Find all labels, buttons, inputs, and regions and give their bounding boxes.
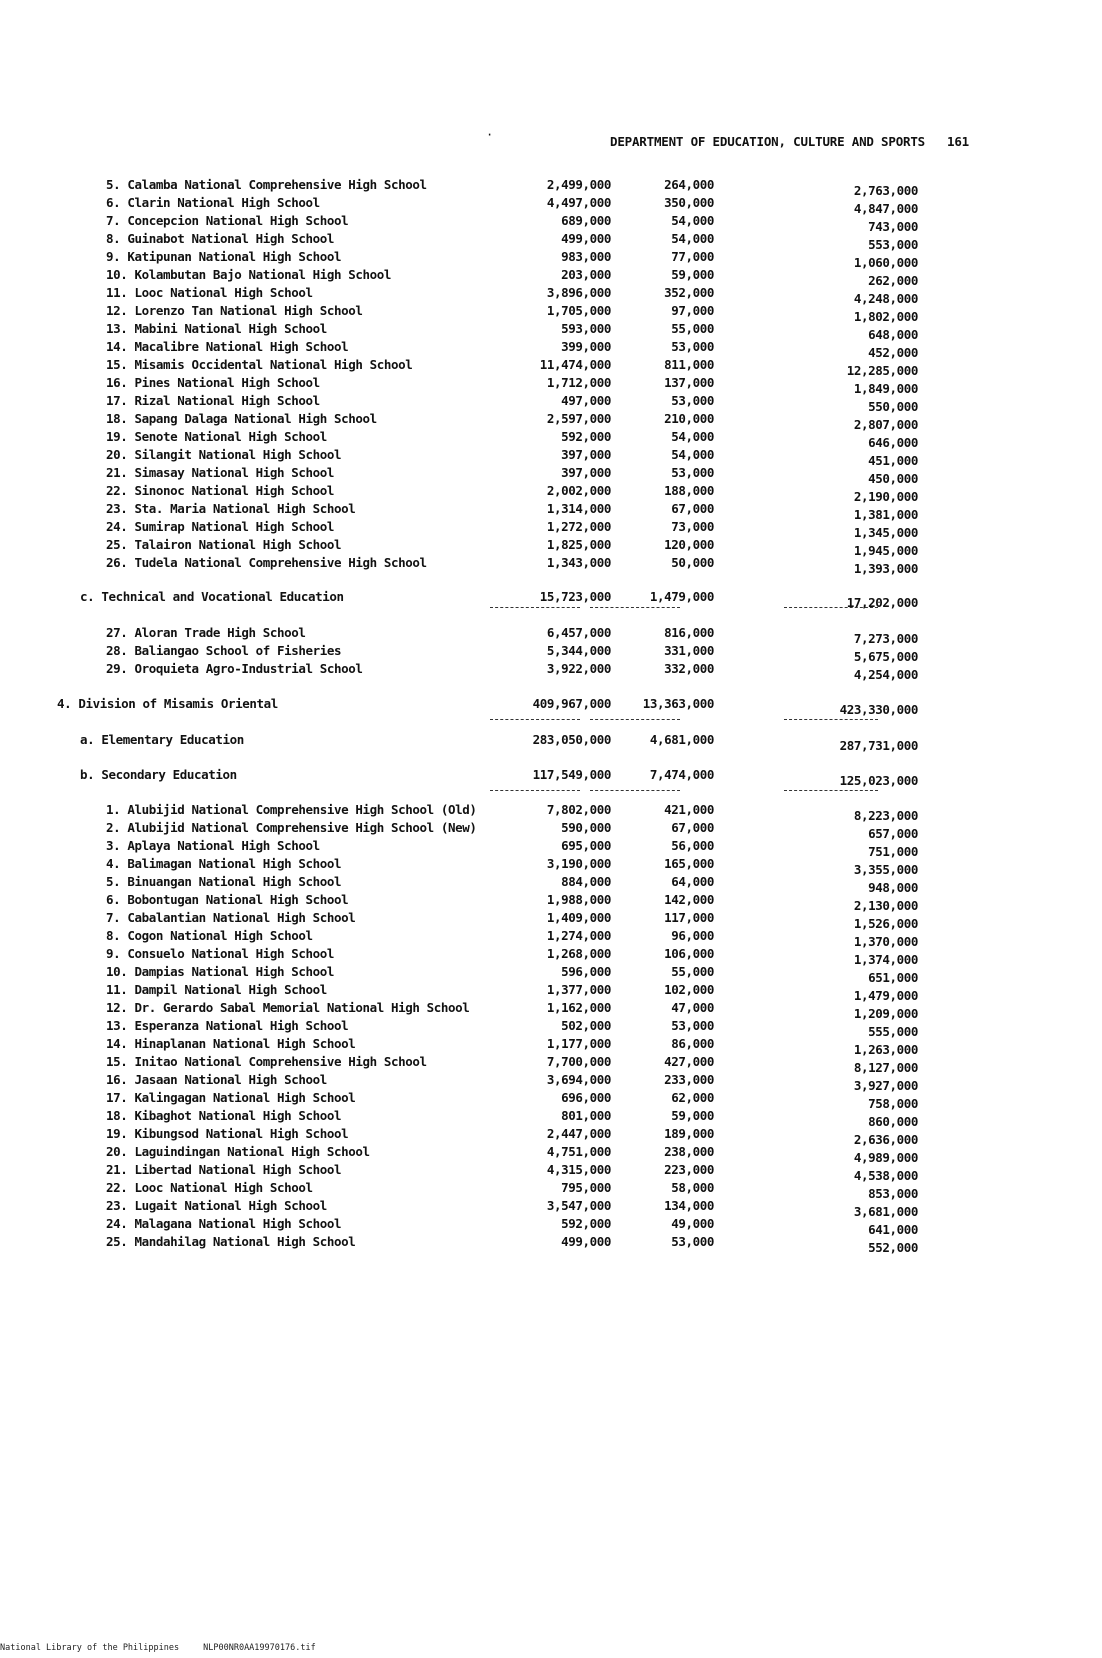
- amount-col-1: 7,802,000: [546, 802, 611, 817]
- row-label: 15. Misamis Occidental National High School: [106, 357, 413, 372]
- amount-col-1: 497,000: [561, 393, 611, 408]
- amount-col-2: 96,000: [671, 928, 714, 943]
- row-label: 20. Silangit National High School: [106, 447, 342, 462]
- amount-col-1: 2,499,000: [546, 177, 611, 192]
- amount-col-1: 596,000: [561, 964, 611, 979]
- amount-col-1: 1,712,000: [546, 375, 611, 390]
- amount-total: 3,927,000: [853, 1078, 918, 1093]
- amount-col-2: 210,000: [664, 411, 714, 426]
- row-label: 6. Bobontugan National High School: [106, 892, 349, 907]
- subtotal-rule: [490, 719, 580, 720]
- amount-total: 948,000: [868, 880, 918, 895]
- subtotal-rule: [784, 719, 878, 720]
- amount-total: 1,802,000: [853, 309, 918, 324]
- amount-total: 1,060,000: [853, 255, 918, 270]
- table-row: [0, 696, 1102, 717]
- amount-col-1: 1,409,000: [546, 910, 611, 925]
- row-label: c. Technical and Vocational Education: [80, 589, 344, 604]
- row-label: 15. Initao National Comprehensive High School: [106, 1054, 427, 1069]
- table-row: [0, 555, 1102, 576]
- row-label: 22. Sinonoc National High School: [106, 483, 335, 498]
- amount-col-1: 5,344,000: [546, 643, 611, 658]
- amount-col-2: 67,000: [671, 501, 714, 516]
- amount-total: 1,209,000: [853, 1006, 918, 1021]
- amount-col-1: 590,000: [561, 820, 611, 835]
- amount-col-1: 4,497,000: [546, 195, 611, 210]
- amount-total: 8,223,000: [853, 808, 918, 823]
- amount-col-2: 67,000: [671, 820, 714, 835]
- amount-col-2: 86,000: [671, 1036, 714, 1051]
- row-label: 5. Binuangan National High School: [106, 874, 342, 889]
- amount-total: 452,000: [868, 345, 918, 360]
- subtotal-rule: [590, 790, 680, 791]
- amount-total: 1,374,000: [853, 952, 918, 967]
- amount-total: 3,681,000: [853, 1204, 918, 1219]
- amount-col-2: 4,681,000: [649, 732, 714, 747]
- row-label: 5. Calamba National Comprehensive High School: [106, 177, 427, 192]
- amount-col-2: 53,000: [671, 1018, 714, 1033]
- subtotal-rule: [590, 719, 680, 720]
- amount-col-2: 120,000: [664, 537, 714, 552]
- table-row: [0, 874, 1102, 895]
- table-row: [0, 643, 1102, 664]
- amount-total: 860,000: [868, 1114, 918, 1129]
- row-label: 6. Clarin National High School: [106, 195, 320, 210]
- page-header: [610, 134, 969, 149]
- amount-col-2: 53,000: [671, 465, 714, 480]
- amount-col-1: 2,597,000: [546, 411, 611, 426]
- table-row: [0, 1144, 1102, 1165]
- amount-col-2: 816,000: [664, 625, 714, 640]
- table-row: [0, 946, 1102, 967]
- row-label: 9. Consuelo National High School: [106, 946, 335, 961]
- row-label: 14. Hinaplanan National High School: [106, 1036, 356, 1051]
- amount-col-2: 62,000: [671, 1090, 714, 1105]
- table-row: [0, 1018, 1102, 1039]
- amount-col-2: 264,000: [664, 177, 714, 192]
- amount-col-2: 137,000: [664, 375, 714, 390]
- table-row: [0, 231, 1102, 252]
- table-row: [0, 1126, 1102, 1147]
- amount-col-2: 54,000: [671, 429, 714, 444]
- row-label: 20. Laguindingan National High School: [106, 1144, 370, 1159]
- subtotal-rule: [490, 607, 580, 608]
- amount-col-1: 1,825,000: [546, 537, 611, 552]
- amount-col-2: 350,000: [664, 195, 714, 210]
- amount-total: 2,636,000: [853, 1132, 918, 1147]
- amount-col-2: 64,000: [671, 874, 714, 889]
- amount-col-2: 7,474,000: [649, 767, 714, 782]
- amount-col-1: 283,050,000: [532, 732, 611, 747]
- amount-col-1: 6,457,000: [546, 625, 611, 640]
- table-row: [0, 1216, 1102, 1237]
- amount-total: 1,393,000: [853, 561, 918, 576]
- table-row: [0, 483, 1102, 504]
- table-row: [0, 820, 1102, 841]
- amount-total: 451,000: [868, 453, 918, 468]
- table-row: [0, 519, 1102, 540]
- amount-col-1: 1,268,000: [546, 946, 611, 961]
- subtotal-rule: [784, 790, 878, 791]
- amount-col-1: 499,000: [561, 1234, 611, 1249]
- row-label: 13. Esperanza National High School: [106, 1018, 349, 1033]
- table-row: [0, 1036, 1102, 1057]
- amount-col-1: 397,000: [561, 465, 611, 480]
- amount-col-1: 11,474,000: [539, 357, 611, 372]
- amount-total: 1,370,000: [853, 934, 918, 949]
- amount-col-1: 2,447,000: [546, 1126, 611, 1141]
- row-label: 1. Alubijid National Comprehensive High School (Old): [106, 802, 477, 817]
- table-row: [0, 1054, 1102, 1075]
- amount-total: 125,023,000: [839, 773, 918, 788]
- amount-total: 450,000: [868, 471, 918, 486]
- footer-library: National Library of the Philippines: [0, 1643, 180, 1653]
- amount-col-2: 331,000: [664, 643, 714, 658]
- amount-total: 743,000: [868, 219, 918, 234]
- table-row: [0, 339, 1102, 360]
- amount-col-2: 811,000: [664, 357, 714, 372]
- amount-col-1: 1,162,000: [546, 1000, 611, 1015]
- amount-col-2: 427,000: [664, 1054, 714, 1069]
- row-label: 8. Cogon National High School: [106, 928, 313, 943]
- row-label: 11. Dampil National High School: [106, 982, 327, 997]
- row-label: 10. Kolambutan Bajo National High School: [106, 267, 392, 282]
- amount-total: 17,202,000: [846, 595, 918, 610]
- amount-col-1: 7,700,000: [546, 1054, 611, 1069]
- amount-col-2: 56,000: [671, 838, 714, 853]
- row-label: 17. Rizal National High School: [106, 393, 320, 408]
- row-label: 10. Dampias National High School: [106, 964, 335, 979]
- table-row: [0, 303, 1102, 324]
- amount-col-1: 4,751,000: [546, 1144, 611, 1159]
- amount-col-2: 189,000: [664, 1126, 714, 1141]
- amount-col-1: 1,272,000: [546, 519, 611, 534]
- amount-col-2: 49,000: [671, 1216, 714, 1231]
- amount-col-2: 47,000: [671, 1000, 714, 1015]
- amount-total: 648,000: [868, 327, 918, 342]
- row-label: 17. Kalingagan National High School: [106, 1090, 356, 1105]
- amount-total: 7,273,000: [853, 631, 918, 646]
- row-label: 23. Lugait National High School: [106, 1198, 327, 1213]
- amount-col-1: 689,000: [561, 213, 611, 228]
- amount-col-1: 696,000: [561, 1090, 611, 1105]
- amount-total: 646,000: [868, 435, 918, 450]
- amount-col-2: 238,000: [664, 1144, 714, 1159]
- amount-total: 651,000: [868, 970, 918, 985]
- amount-col-2: 117,000: [664, 910, 714, 925]
- amount-total: 4,248,000: [853, 291, 918, 306]
- amount-total: 555,000: [868, 1024, 918, 1039]
- amount-total: 2,763,000: [853, 183, 918, 198]
- subtotal-rule: [784, 607, 878, 608]
- amount-col-1: 499,000: [561, 231, 611, 246]
- amount-total: 758,000: [868, 1096, 918, 1111]
- table-row: [0, 1000, 1102, 1021]
- amount-col-1: 695,000: [561, 838, 611, 853]
- amount-total: 2,807,000: [853, 417, 918, 432]
- amount-total: 1,945,000: [853, 543, 918, 558]
- amount-total: 1,479,000: [853, 988, 918, 1003]
- amount-total: 751,000: [868, 844, 918, 859]
- row-label: a. Elementary Education: [80, 732, 244, 747]
- amount-col-1: 592,000: [561, 429, 611, 444]
- amount-col-2: 54,000: [671, 447, 714, 462]
- row-label: 28. Baliangao School of Fisheries: [106, 643, 342, 658]
- table-row: [0, 411, 1102, 432]
- row-label: 12. Lorenzo Tan National High School: [106, 303, 363, 318]
- amount-total: 2,190,000: [853, 489, 918, 504]
- table-row: [0, 589, 1102, 610]
- table-row: [0, 285, 1102, 306]
- row-label: 16. Jasaan National High School: [106, 1072, 327, 1087]
- table-row: [0, 982, 1102, 1003]
- amount-col-2: 352,000: [664, 285, 714, 300]
- amount-col-1: 593,000: [561, 321, 611, 336]
- row-label: 4. Division of Misamis Oriental: [57, 696, 278, 711]
- amount-col-2: 97,000: [671, 303, 714, 318]
- amount-total: 2,130,000: [853, 898, 918, 913]
- subtotal-rule: [590, 607, 680, 608]
- amount-col-2: 53,000: [671, 339, 714, 354]
- amount-col-2: 55,000: [671, 964, 714, 979]
- amount-col-1: 1,314,000: [546, 501, 611, 516]
- table-row: [0, 429, 1102, 450]
- table-row: [0, 802, 1102, 823]
- table-row: [0, 1072, 1102, 1093]
- amount-col-2: 73,000: [671, 519, 714, 534]
- amount-total: 4,847,000: [853, 201, 918, 216]
- table-row: [0, 393, 1102, 414]
- amount-col-2: 134,000: [664, 1198, 714, 1213]
- amount-total: 262,000: [868, 273, 918, 288]
- amount-col-1: 884,000: [561, 874, 611, 889]
- table-row: [0, 1090, 1102, 1111]
- amount-col-2: 421,000: [664, 802, 714, 817]
- amount-col-1: 3,547,000: [546, 1198, 611, 1213]
- amount-col-2: 59,000: [671, 267, 714, 282]
- amount-col-1: 3,694,000: [546, 1072, 611, 1087]
- amount-col-2: 58,000: [671, 1180, 714, 1195]
- amount-col-1: 3,922,000: [546, 661, 611, 676]
- row-label: 14. Macalibre National High School: [106, 339, 349, 354]
- amount-total: 4,254,000: [853, 667, 918, 682]
- subtotal-rule: [490, 790, 580, 791]
- row-label: 8. Guinabot National High School: [106, 231, 335, 246]
- amount-col-1: 1,377,000: [546, 982, 611, 997]
- row-label: 18. Kibaghot National High School: [106, 1108, 342, 1123]
- amount-col-1: 1,274,000: [546, 928, 611, 943]
- amount-total: 1,849,000: [853, 381, 918, 396]
- table-row: [0, 928, 1102, 949]
- row-label: 18. Sapang Dalaga National High School: [106, 411, 377, 426]
- amount-col-2: 233,000: [664, 1072, 714, 1087]
- table-row: [0, 732, 1102, 753]
- amount-col-1: 502,000: [561, 1018, 611, 1033]
- row-label: 3. Aplaya National High School: [106, 838, 320, 853]
- amount-total: 1,263,000: [853, 1042, 918, 1057]
- table-row: [0, 1108, 1102, 1129]
- row-label: 7. Concepcion National High School: [106, 213, 349, 228]
- amount-col-2: 223,000: [664, 1162, 714, 1177]
- amount-col-1: 15,723,000: [539, 589, 611, 604]
- amount-total: 423,330,000: [839, 702, 918, 717]
- amount-total: 1,345,000: [853, 525, 918, 540]
- table-row: [0, 537, 1102, 558]
- table-row: [0, 357, 1102, 378]
- table-row: [0, 964, 1102, 985]
- row-label: 25. Mandahilag National High School: [106, 1234, 356, 1249]
- amount-col-2: 77,000: [671, 249, 714, 264]
- table-row: [0, 447, 1102, 468]
- row-label: 22. Looc National High School: [106, 1180, 313, 1195]
- footer-file-id: NLP00NR0AA19970176.tif: [203, 1643, 316, 1653]
- amount-col-1: 203,000: [561, 267, 611, 282]
- amount-col-2: 54,000: [671, 213, 714, 228]
- stray-mark: ·: [486, 128, 494, 142]
- row-label: 21. Libertad National High School: [106, 1162, 342, 1177]
- row-label: 19. Kibungsod National High School: [106, 1126, 349, 1141]
- table-row: [0, 267, 1102, 288]
- table-row: [0, 213, 1102, 234]
- amount-col-1: 3,190,000: [546, 856, 611, 871]
- amount-col-2: 50,000: [671, 555, 714, 570]
- table-row: [0, 1234, 1102, 1255]
- row-label: 12. Dr. Gerardo Sabal Memorial National High School: [106, 1000, 470, 1015]
- row-label: 21. Simasay National High School: [106, 465, 335, 480]
- amount-col-1: 409,967,000: [532, 696, 611, 711]
- table-row: [0, 910, 1102, 931]
- amount-total: 1,381,000: [853, 507, 918, 522]
- amount-col-2: 106,000: [664, 946, 714, 961]
- amount-total: 552,000: [868, 1240, 918, 1255]
- row-label: 11. Looc National High School: [106, 285, 313, 300]
- row-label: 9. Katipunan National High School: [106, 249, 342, 264]
- row-label: 24. Malagana National High School: [106, 1216, 342, 1231]
- row-label: 4. Balimagan National High School: [106, 856, 342, 871]
- table-row: [0, 892, 1102, 913]
- amount-total: 287,731,000: [839, 738, 918, 753]
- amount-col-1: 117,549,000: [532, 767, 611, 782]
- amount-total: 3,355,000: [853, 862, 918, 877]
- amount-col-2: 1,479,000: [649, 589, 714, 604]
- amount-col-1: 1,177,000: [546, 1036, 611, 1051]
- amount-col-1: 1,343,000: [546, 555, 611, 570]
- amount-total: 4,538,000: [853, 1168, 918, 1183]
- table-row: [0, 625, 1102, 646]
- table-row: [0, 465, 1102, 486]
- table-row: [0, 767, 1102, 788]
- table-row: [0, 1198, 1102, 1219]
- amount-total: 641,000: [868, 1222, 918, 1237]
- row-label: 19. Senote National High School: [106, 429, 327, 444]
- row-label: 24. Sumirap National High School: [106, 519, 335, 534]
- row-label: 27. Aloran Trade High School: [106, 625, 306, 640]
- amount-col-1: 801,000: [561, 1108, 611, 1123]
- table-row: [0, 501, 1102, 522]
- amount-col-1: 3,896,000: [546, 285, 611, 300]
- amount-col-2: 54,000: [671, 231, 714, 246]
- amount-total: 550,000: [868, 399, 918, 414]
- amount-col-2: 165,000: [664, 856, 714, 871]
- amount-col-1: 397,000: [561, 447, 611, 462]
- row-label: 23. Sta. Maria National High School: [106, 501, 356, 516]
- amount-col-2: 102,000: [664, 982, 714, 997]
- amount-total: 5,675,000: [853, 649, 918, 664]
- row-label: 13. Mabini National High School: [106, 321, 327, 336]
- page-number: 161: [947, 134, 969, 149]
- amount-col-2: 13,363,000: [642, 696, 714, 711]
- amount-col-2: 53,000: [671, 1234, 714, 1249]
- amount-col-2: 53,000: [671, 393, 714, 408]
- table-row: [0, 1180, 1102, 1201]
- amount-col-1: 399,000: [561, 339, 611, 354]
- table-row: [0, 177, 1102, 198]
- row-label: 26. Tudela National Comprehensive High School: [106, 555, 427, 570]
- table-row: [0, 856, 1102, 877]
- amount-col-1: 2,002,000: [546, 483, 611, 498]
- row-label: 29. Oroquieta Agro-Industrial School: [106, 661, 363, 676]
- amount-col-2: 59,000: [671, 1108, 714, 1123]
- amount-col-2: 55,000: [671, 321, 714, 336]
- amount-col-1: 1,988,000: [546, 892, 611, 907]
- row-label: 7. Cabalantian National High School: [106, 910, 356, 925]
- amount-col-2: 142,000: [664, 892, 714, 907]
- row-label: 2. Alubijid National Comprehensive High School (New): [106, 820, 477, 835]
- amount-total: 553,000: [868, 237, 918, 252]
- amount-total: 1,526,000: [853, 916, 918, 931]
- table-row: [0, 838, 1102, 859]
- amount-total: 8,127,000: [853, 1060, 918, 1075]
- row-label: 25. Talairon National High School: [106, 537, 342, 552]
- amount-total: 853,000: [868, 1186, 918, 1201]
- amount-col-1: 983,000: [561, 249, 611, 264]
- amount-total: 12,285,000: [846, 363, 918, 378]
- table-row: [0, 195, 1102, 216]
- table-row: [0, 375, 1102, 396]
- amount-col-2: 332,000: [664, 661, 714, 676]
- amount-total: 657,000: [868, 826, 918, 841]
- row-label: 16. Pines National High School: [106, 375, 320, 390]
- scan-footer: [0, 1643, 316, 1653]
- table-row: [0, 1162, 1102, 1183]
- table-row: [0, 249, 1102, 270]
- amount-total: 4,989,000: [853, 1150, 918, 1165]
- amount-col-1: 795,000: [561, 1180, 611, 1195]
- amount-col-1: 4,315,000: [546, 1162, 611, 1177]
- table-row: [0, 321, 1102, 342]
- header-title: DEPARTMENT OF EDUCATION, CULTURE AND SPORTS: [610, 134, 926, 149]
- amount-col-2: 188,000: [664, 483, 714, 498]
- table-row: [0, 661, 1102, 682]
- row-label: b. Secondary Education: [80, 767, 237, 782]
- amount-col-1: 1,705,000: [546, 303, 611, 318]
- amount-col-1: 592,000: [561, 1216, 611, 1231]
